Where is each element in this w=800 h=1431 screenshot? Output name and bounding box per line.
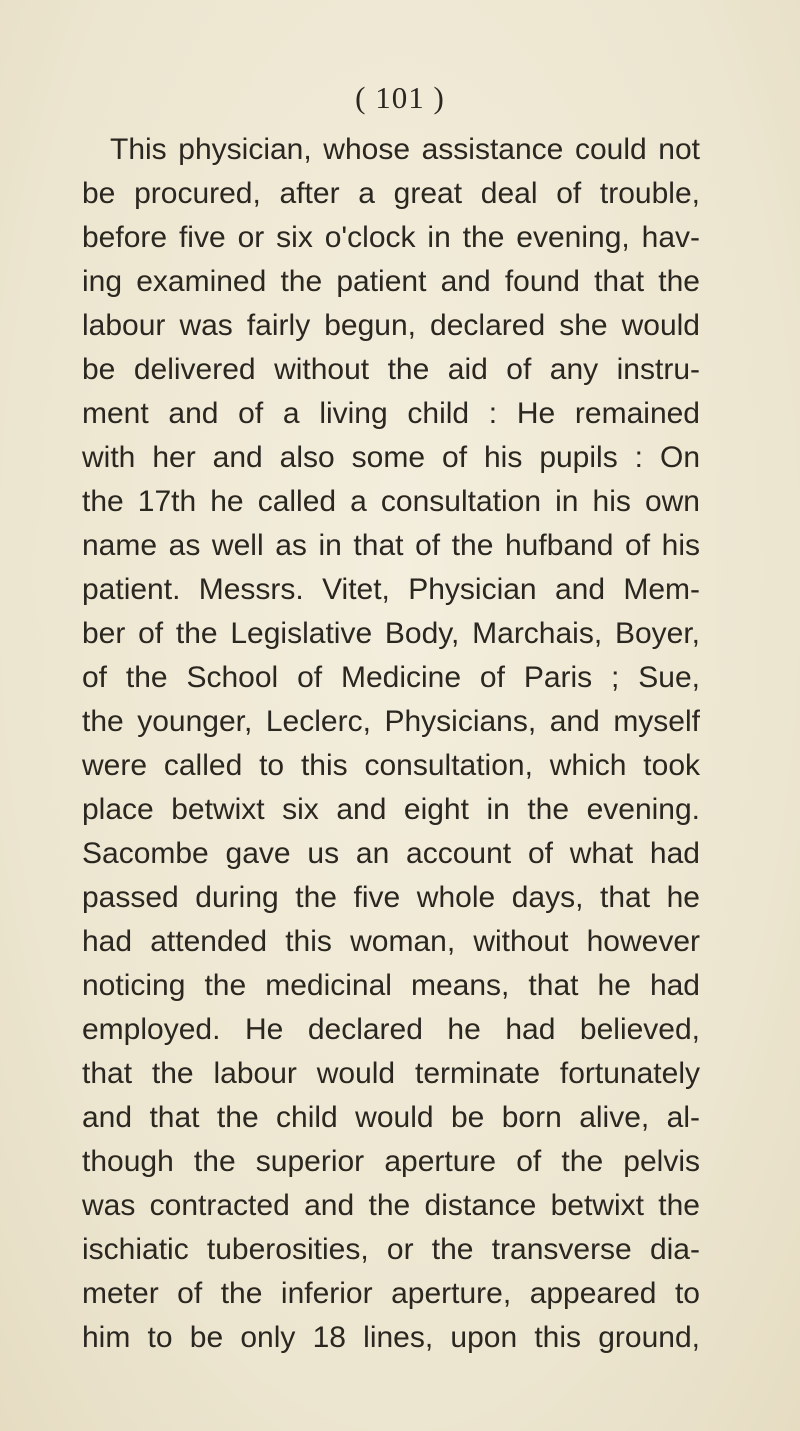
text-line: name as well as in that of the hufband of his <box>82 529 700 562</box>
text-line: of the School of Medicine of Paris ; Sue, <box>82 661 700 694</box>
text-line: that the labour would terminate fortunately <box>82 1057 700 1090</box>
text-line: was contracted and the distance betwixt the <box>82 1189 700 1222</box>
text-line: meter of the inferior aperture, appeared to <box>82 1277 700 1310</box>
text-line: be delivered without the aid of any instru- <box>82 353 700 386</box>
text-line: and that the child would be born alive, al- <box>82 1101 700 1134</box>
text-line: ischiatic tuberosities, or the transverse dia- <box>82 1233 700 1266</box>
text-line: noticing the medicinal means, that he had <box>82 969 700 1002</box>
text-line: before five or six o'clock in the evening, hav- <box>82 221 700 254</box>
text-line: the younger, Leclerc, Physicians, and myself <box>82 705 700 738</box>
text-line: though the superior aperture of the pelvis <box>82 1145 700 1178</box>
text-line: patient. Messrs. Vitet, Physician and Mem- <box>82 573 700 606</box>
text-line: with her and also some of his pupils : On <box>82 441 700 474</box>
text-line: be procured, after a great deal of trouble, <box>82 177 700 210</box>
text-line: place betwixt six and eight in the evening. <box>82 793 700 826</box>
text-line: the 17th he called a consultation in his own <box>82 485 700 518</box>
text-line: were called to this consultation, which took <box>82 749 700 782</box>
text-line: ber of the Legislative Body, Marchais, Boyer, <box>82 617 700 650</box>
text-line: This physician, whose assistance could not <box>110 133 700 166</box>
text-line: passed during the five whole days, that he <box>82 881 700 914</box>
text-line: ment and of a living child : He remained <box>82 397 700 430</box>
text-line: Sacombe gave us an account of what had <box>82 837 700 870</box>
page-number-header: ( 101 ) <box>355 80 445 115</box>
text-line: employed. He declared he had believed, <box>82 1013 700 1046</box>
text-line: labour was fairly begun, declared she would <box>82 309 700 342</box>
text-line: ing examined the patient and found that the <box>82 265 700 298</box>
text-line: him to be only 18 lines, upon this ground, <box>82 1321 700 1354</box>
text-line: had attended this woman, without however <box>82 925 700 958</box>
